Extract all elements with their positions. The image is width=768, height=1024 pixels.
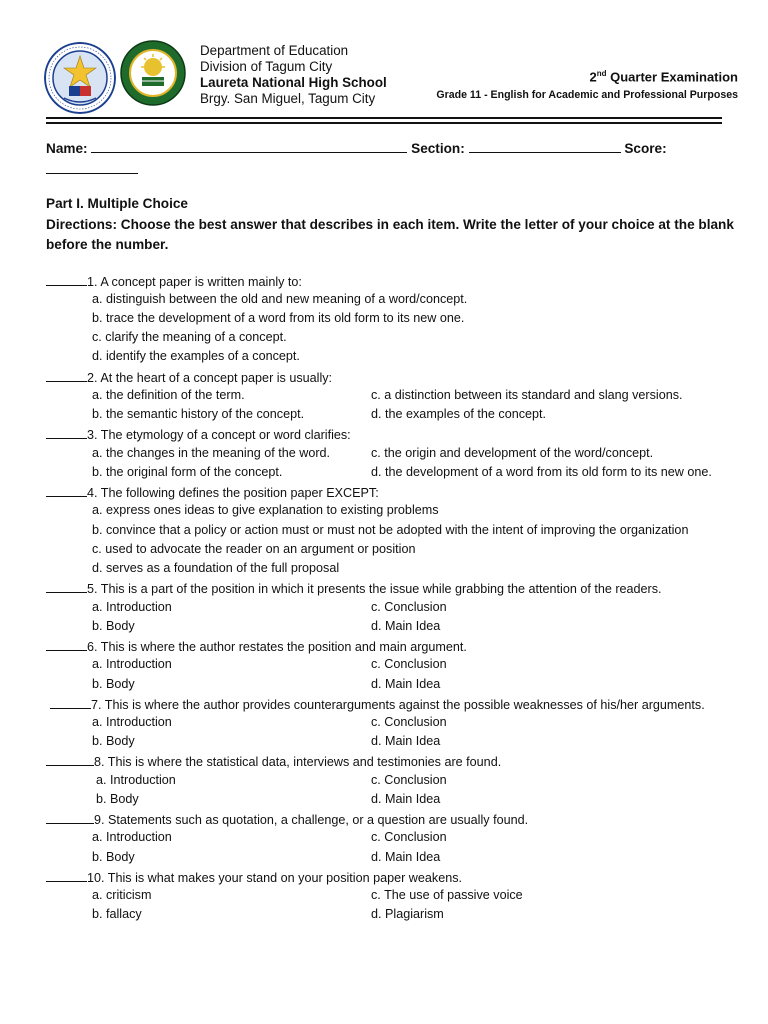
answer-blank[interactable]: [46, 369, 87, 382]
directions: Directions: Choose the best answer that describes in each item. Write the letter of your choice at the blank before the number.: [46, 217, 734, 252]
answer-blank[interactable]: [46, 273, 87, 286]
option-a: a. the definition of the term.: [92, 388, 245, 402]
option-d: d. the examples of the concept.: [371, 407, 547, 421]
option-a: a. Introduction: [92, 657, 172, 671]
option-b: b. the original form of the concept.: [92, 465, 283, 479]
option-a: a. Introduction: [92, 830, 172, 844]
question-text: The etymology of a concept or word clarifies:: [100, 428, 351, 442]
question-text: The following defines the position paper EXCEPT:: [100, 486, 379, 500]
answer-blank[interactable]: [46, 811, 94, 824]
option-c: c. Conclusion: [371, 657, 447, 671]
question-number: 9.: [94, 813, 105, 827]
question-1: [46, 273, 302, 289]
exam-heading: [436, 69, 738, 101]
exam-title-text: Quarter Examination: [606, 69, 738, 85]
question-number: 4.: [87, 486, 98, 500]
option-a: a. criticism: [92, 888, 152, 902]
option-d: d. Main Idea: [371, 619, 441, 633]
score-label: Score:: [624, 141, 667, 156]
option-d: d. Plagiarism: [371, 907, 444, 921]
school-info: [200, 43, 387, 107]
exam-subtitle: Grade 11 - English for Academic and Professional Purposes: [436, 89, 738, 102]
option-b: b. trace the development of a word from its old form to its new one.: [92, 311, 465, 325]
exam-title: [436, 69, 738, 84]
option-b: b. Body: [96, 792, 139, 806]
org-address: Brgy. San Miguel, Tagum City: [200, 91, 376, 106]
option-c: c. Conclusion: [371, 600, 447, 614]
option-a: a. distinguish between the old and new meaning of a word/concept.: [92, 292, 468, 306]
header-rule-top: [46, 117, 722, 119]
option-c: c. a distinction between its standard and slang versions.: [371, 388, 683, 402]
student-info-line: [46, 138, 736, 180]
option-a: a. the changes in the meaning of the word.: [92, 446, 331, 460]
option-d: d. identify the examples of a concept.: [92, 349, 300, 363]
option-b: b. the semantic history of the concept.: [92, 407, 305, 421]
answer-blank[interactable]: [46, 869, 87, 882]
option-c: c. The use of passive voice: [371, 888, 523, 902]
option-b: b. Body: [92, 619, 135, 633]
question-text: This is a part of the position in which it presents the issue while grabbing the attention of the readers.: [100, 582, 662, 596]
option-c: c. the origin and development of the word/concept.: [371, 446, 654, 460]
name-label: Name:: [46, 141, 88, 156]
option-b: b. Body: [92, 850, 135, 864]
question-number: 6.: [87, 640, 98, 654]
question-number: 10.: [87, 871, 105, 885]
option-d: d. the development of a word from its old form to its new one.: [371, 465, 712, 479]
question-text: Statements such as quotation, a challenge, or a question are usually found.: [108, 813, 529, 827]
org-division: Division of Tagum City: [200, 59, 333, 74]
answer-blank[interactable]: [46, 426, 87, 439]
question-10: [46, 869, 462, 885]
question-number: 2.: [87, 371, 98, 385]
option-c: c. Conclusion: [371, 773, 447, 787]
question-text: This is where the statistical data, interviews and testimonies are found.: [107, 755, 502, 769]
option-a: a. Introduction: [96, 773, 176, 787]
question-text: This is where the author provides counterarguments against the possible weaknesses of his/her arguments.: [104, 698, 705, 712]
question-number: 3.: [87, 428, 98, 442]
option-d: d. Main Idea: [371, 734, 441, 748]
question-number: 1.: [87, 275, 98, 289]
section-label: Section:: [411, 141, 465, 156]
option-c: c. used to advocate the reader on an argument or position: [92, 542, 416, 556]
question-5: [46, 580, 662, 596]
option-c: c. Conclusion: [371, 715, 447, 729]
option-a: a. express ones ideas to give explanation to existing problems: [92, 503, 439, 517]
header-rule-bottom: [46, 122, 722, 124]
name-field[interactable]: [91, 138, 407, 153]
exam-ordinal-suffix: nd: [596, 69, 607, 78]
question-text: A concept paper is written mainly to:: [100, 275, 302, 289]
question-4: [46, 484, 379, 500]
school-seal-logo: [120, 40, 186, 106]
question-9: [46, 811, 528, 827]
option-c: c. Conclusion: [371, 830, 447, 844]
question-text: At the heart of a concept paper is usually:: [100, 371, 333, 385]
option-d: d. Main Idea: [371, 677, 441, 691]
org-department: Department of Education: [200, 43, 349, 58]
score-field[interactable]: [46, 159, 138, 174]
question-6: [46, 638, 467, 654]
deped-seal-logo: [44, 42, 116, 114]
option-b: b. convince that a policy or action must or must not be adopted with the intent of improving the organization: [92, 523, 689, 537]
option-d: d. Main Idea: [371, 850, 441, 864]
question-number: 5.: [87, 582, 98, 596]
answer-blank[interactable]: [50, 696, 91, 709]
org-school-name: Laureta National High School: [200, 75, 387, 90]
part-title: Part I. Multiple Choice: [46, 196, 188, 211]
question-number: 8.: [94, 755, 105, 769]
option-d: d. serves as a foundation of the full proposal: [92, 561, 340, 575]
answer-blank[interactable]: [46, 753, 94, 766]
option-d: d. Main Idea: [371, 792, 441, 806]
option-a: a. Introduction: [92, 600, 172, 614]
exam-ordinal: 2: [589, 69, 597, 85]
question-2: [46, 369, 332, 385]
question-text: This is where the author restates the position and main argument.: [100, 640, 467, 654]
answer-blank[interactable]: [46, 484, 87, 497]
answer-blank[interactable]: [46, 580, 87, 593]
question-3: [46, 426, 351, 442]
option-b: b. Body: [92, 677, 135, 691]
option-c: c. clarify the meaning of a concept.: [92, 330, 287, 344]
option-b: b. Body: [92, 734, 135, 748]
answer-blank[interactable]: [46, 638, 87, 651]
question-7: [50, 696, 705, 712]
section-field[interactable]: [469, 138, 621, 153]
option-a: a. Introduction: [92, 715, 172, 729]
question-8: [46, 753, 501, 769]
option-b: b. fallacy: [92, 907, 142, 921]
question-number: 7.: [91, 698, 102, 712]
question-text: This is what makes your stand on your position paper weakens.: [107, 871, 463, 885]
